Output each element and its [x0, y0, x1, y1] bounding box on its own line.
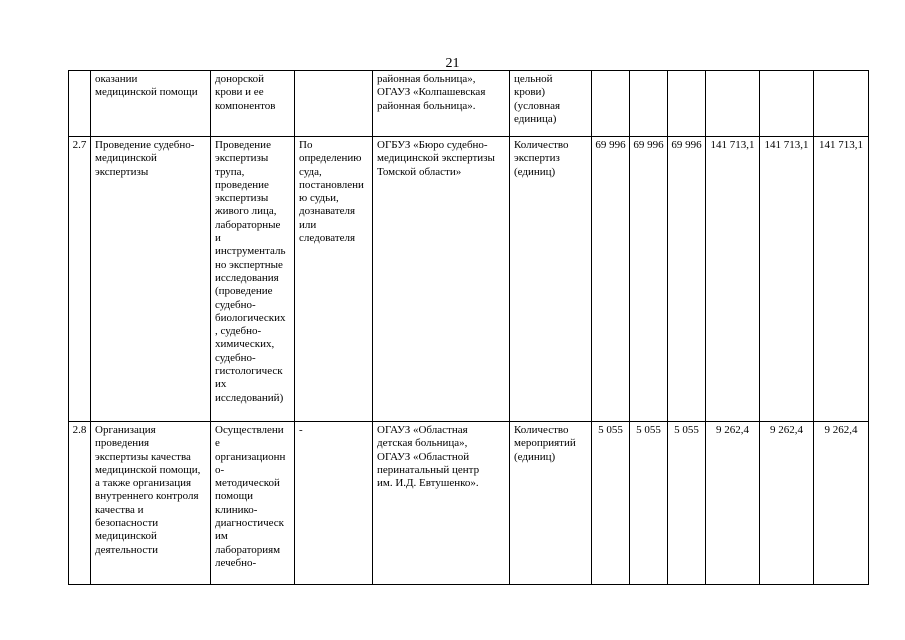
cell-value-5: 141 713,1 [760, 137, 814, 422]
cell-line: биологических [215, 311, 286, 324]
cell-line: , судебно- [215, 325, 262, 338]
table-row [69, 137, 869, 422]
cell-line: лечебно- [215, 556, 257, 569]
cell-line: (единиц) [514, 450, 556, 463]
cell-value-3: 69 996 [668, 137, 706, 422]
cell-service-content [211, 422, 295, 585]
cell-line: крови) [514, 86, 546, 99]
cell-line: качества и [95, 503, 144, 516]
cell-value-2: 69 996 [630, 137, 668, 422]
cell-line: медицинской [95, 152, 157, 165]
cell-line: районная больница», [377, 73, 476, 85]
cell-service-conditions [295, 71, 373, 137]
cell-value-2 [630, 71, 668, 137]
cell-line: Количество [514, 424, 569, 436]
cell-line: медицинской помощи [95, 86, 198, 99]
cell-line: Томской области» [377, 165, 462, 178]
cell-line: но экспертные [215, 258, 283, 271]
cell-line: медицинской экспертизы [377, 152, 495, 165]
cell-line: перинатальный центр [377, 463, 480, 476]
cell-line: их [215, 378, 227, 391]
cell-line: районная больница». [377, 99, 476, 112]
cell-value-1: 5 055 [592, 422, 630, 585]
cell-line: лабораториям [215, 543, 281, 556]
cell-value-6: 141 713,1 [814, 137, 869, 422]
cell-row-number: 2.8 [69, 422, 91, 585]
cell-line: безопасности [95, 517, 159, 530]
cell-line: единица) [514, 112, 557, 125]
cell-line: (единиц) [514, 165, 556, 178]
cell-indicator [510, 137, 592, 422]
cell-indicator [510, 422, 592, 585]
cell-line: организационн [215, 450, 286, 463]
cell-service-name [91, 137, 211, 422]
cell-line: внутреннего контроля [95, 490, 199, 503]
cell-indicator [510, 71, 592, 137]
cell-line: медицинской помощи, [95, 463, 201, 476]
cell-line: или [299, 218, 317, 231]
cell-value-4: 9 262,4 [706, 422, 760, 585]
cell-value-5: 9 262,4 [760, 422, 814, 585]
cell-row-number: 2.7 [69, 137, 91, 422]
cell-line: ОГАУЗ «Областная [377, 424, 468, 436]
cell-line: гистологическ [215, 365, 283, 378]
cell-institution [373, 137, 510, 422]
cell-institution [373, 422, 510, 585]
cell-line: Осуществлени [215, 424, 284, 436]
cell-line: крови и ее [215, 86, 264, 99]
cell-line: диагностическ [215, 517, 285, 530]
cell-line: детская больница», [377, 437, 468, 450]
cell-line: химических, [215, 338, 275, 351]
cell-value-1 [592, 71, 630, 137]
cell-line: медицинской [95, 530, 157, 543]
cell-service-conditions [295, 137, 373, 422]
cell-line: экспертизы [215, 152, 269, 165]
cell-line: ОГАУЗ «Колпашевская [377, 86, 486, 99]
cell-line: дознавателя [299, 205, 356, 218]
cell-line: судебно- [215, 351, 256, 364]
cell-line: донорской [215, 73, 265, 85]
cell-line: клинико- [215, 503, 258, 516]
cell-line: (проведение [215, 285, 273, 298]
cell-service-name [91, 71, 211, 137]
cell-line: экспертиз [514, 152, 560, 165]
cell-line: исследований) [215, 391, 284, 404]
cell-line: методической [215, 477, 280, 490]
cell-line: оказании [95, 73, 138, 85]
cell-line: (условная [514, 99, 561, 112]
cell-service-content [211, 137, 295, 422]
cell-line: и [215, 232, 221, 245]
cell-value-6 [814, 71, 869, 137]
cell-service-content [211, 71, 295, 137]
cell-line: судебно- [215, 298, 256, 311]
cell-value-5 [760, 71, 814, 137]
cell-value-6: 9 262,4 [814, 422, 869, 585]
cell-line: ОГАУЗ «Областной [377, 450, 470, 463]
table-row [69, 71, 869, 137]
cell-line: проведения [95, 437, 150, 450]
cell-line: Количество [514, 139, 569, 151]
cell-line: - [299, 424, 303, 436]
cell-row-number [69, 71, 91, 137]
cell-line: лабораторные [215, 218, 281, 231]
cell-service-conditions [295, 422, 373, 585]
cell-line: суда, [299, 165, 322, 178]
cell-line: ю судьи, [299, 192, 339, 205]
cell-line: им. И.Д. Евтушенко». [377, 477, 479, 490]
cell-line: живого лица, [215, 205, 277, 218]
cell-line: экспертизы [215, 192, 269, 205]
cell-line: постановлени [299, 178, 364, 191]
cell-line: ОГБУЗ «Бюро судебно- [377, 139, 488, 151]
cell-line: Проведение судебно- [95, 139, 195, 151]
cell-line: трупа, [215, 165, 245, 178]
cell-line: Проведение [215, 139, 271, 151]
cell-line: а также организация [95, 477, 192, 490]
cell-line: о- [215, 463, 225, 476]
cell-line: цельной [514, 73, 553, 85]
cell-line: исследования [215, 271, 279, 284]
cell-institution [373, 71, 510, 137]
cell-line: инструменталь [215, 245, 286, 258]
services-table [68, 70, 869, 585]
cell-line: им [215, 530, 228, 543]
cell-value-2: 5 055 [630, 422, 668, 585]
cell-value-4 [706, 71, 760, 137]
cell-line: Организация [95, 424, 156, 436]
cell-value-3 [668, 71, 706, 137]
cell-line: экспертизы качества [95, 450, 191, 463]
cell-value-1: 69 996 [592, 137, 630, 422]
page-number: 21 [445, 56, 460, 71]
cell-line: е [215, 437, 220, 450]
cell-line: проведение [215, 178, 269, 191]
cell-service-name [91, 422, 211, 585]
cell-line: По [299, 139, 313, 151]
cell-line: определению [299, 152, 362, 165]
cell-line: компонентов [215, 99, 276, 112]
cell-line: деятельности [95, 543, 158, 556]
table-row [69, 422, 869, 585]
cell-line: экспертизы [95, 165, 149, 178]
cell-line: мероприятий [514, 437, 576, 450]
cell-value-4: 141 713,1 [706, 137, 760, 422]
cell-line: помощи [215, 490, 253, 503]
cell-value-3: 5 055 [668, 422, 706, 585]
cell-line: следователя [299, 232, 356, 245]
